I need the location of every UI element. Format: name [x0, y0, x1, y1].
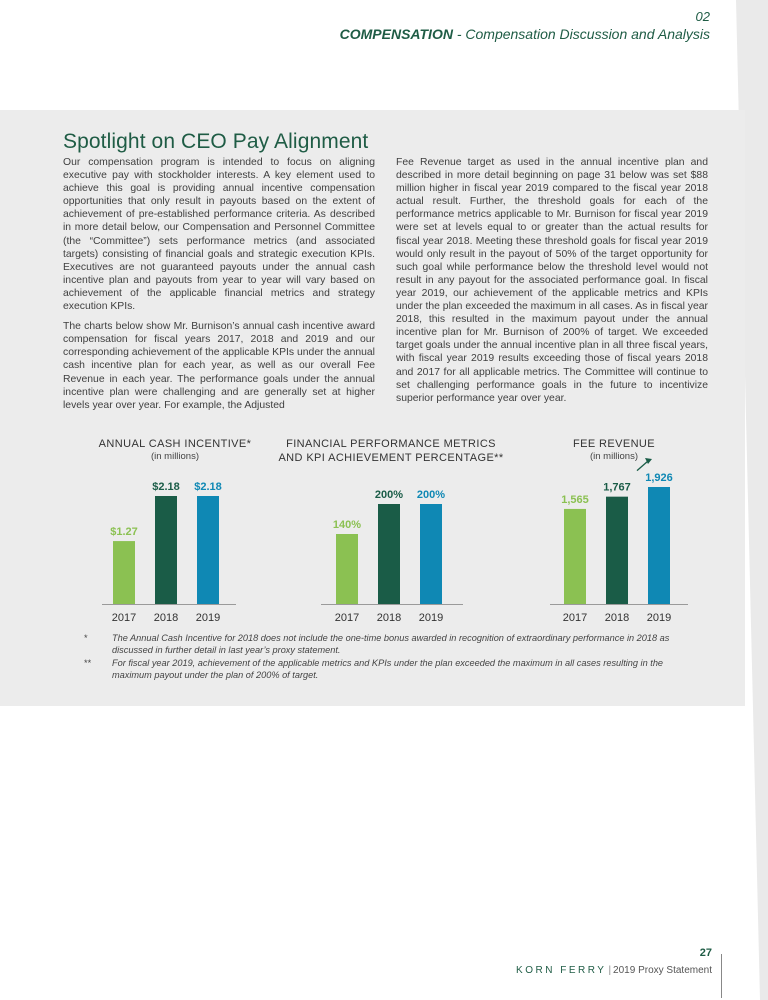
section-title-rest: - Compensation Discussion and Analysis	[452, 26, 710, 42]
data-label-2019: $2.18	[194, 481, 222, 493]
bar-2018	[378, 504, 400, 604]
bar-2019	[420, 504, 442, 604]
x-tick-2018: 2018	[604, 612, 630, 624]
footnote	[84, 632, 684, 656]
brand-wordmark: KORN FERRY	[516, 965, 607, 976]
chart-subtitle: (in millions)	[150, 451, 200, 462]
data-label-2019: 200%	[416, 489, 446, 501]
section-header	[340, 8, 710, 44]
bar-2017	[564, 509, 586, 604]
footer-rule	[721, 954, 722, 998]
bar-2017	[113, 541, 135, 604]
chart-title-line2: AND KPI ACHIEVEMENT PERCENTAGE**	[278, 452, 504, 464]
annual-cash-incentive-chart	[84, 437, 266, 624]
footnote-marker: *	[84, 633, 88, 643]
data-label-2018: 200%	[374, 489, 404, 501]
x-tick-2019: 2019	[418, 612, 444, 624]
data-label-2018: 1,767	[603, 481, 631, 494]
x-tick-2017: 2017	[562, 612, 588, 624]
data-label-2019: 1,926	[645, 472, 673, 484]
bar-chart-svg	[528, 437, 700, 627]
section-title-bold: COMPENSATION	[339, 26, 453, 42]
body-column-right	[396, 156, 708, 412]
paragraph: Our compensation program is intended to focus on aligning executive pay with stockholder interests. A key element used to achieve this goal is providing annual incentive compensation opportunities that only result in payouts based on the extent of achievement of pre-established performance criteria. As described in more detail below, our Compensation and Personnel Committee (the “Committee”) sets performance metrics (and associated targets) consisting of financial goals and strategic execution KPIs. Executives are not guaranteed payouts under the annual cash incentive plan and payouts from year to year will vary based on achievement of the applicable financial metrics and strategy execution KPIs.	[63, 157, 375, 313]
page-title: Spotlight on CEO Pay Alignment	[63, 130, 369, 153]
chart-subtitle: (in millions)	[589, 451, 639, 462]
trend-arrow-line	[637, 461, 648, 471]
bar-2019	[197, 496, 219, 604]
paragraph: The charts below show Mr. Burnison’s annual cash incentive award compensation for fiscal years 2017, 2018 and 2019 and our corresponding achievement of the applicable KPIs under the annual cash incentive plan for each year, as well as our overall Fee Revenue in each year. The performance goals under the annual incentive plan were challenging and are generally set at higher levels year over year. For example, the Adjusted	[63, 321, 375, 411]
footnote-marker: **	[84, 658, 92, 668]
chart-title: FINANCIAL PERFORMANCE METRICS	[286, 438, 496, 450]
paragraph: Fee Revenue target as used in the annual incentive plan and described in more detail beginning on page 31 below was set $88 million higher in fiscal year 2019 compared to the fiscal year 2018 actual result. Further, the threshold goals for each of the performance metrics applicable to Mr. Burnison for fiscal year 2019 were set at levels equal to or greater than the actual results for fiscal year 2018. Meeting these threshold goals for fiscal year 2019 would only result in the payout of 50% of the target opportunity for such goal while performance below the threshold level would not result in any payout for the associated performance goal. In fiscal year 2019, our achievement of the applicable metrics and KPIs under the plan exceeded the maximum in all cases. As in fiscal year 2018, this resulted in the maximum payout under the annual incentive plan for Mr. Burnison of 200% of target. We exceeded target goals under the annual incentive plan in all three fiscal years, with fiscal year 2019 results exceeding those of fiscal years 2018 and 2017 for all applicable metrics. The Committee will continue to set challenging performance goals in the future to incentivize superior performance year over year.	[396, 157, 708, 404]
document-name: 2019 Proxy Statement	[613, 965, 712, 976]
chart-title: ANNUAL CASH INCENTIVE*	[98, 438, 252, 450]
x-tick-2018: 2018	[376, 612, 402, 624]
chart-title: FEE REVENUE	[572, 438, 656, 450]
bar-2019	[648, 487, 670, 604]
x-tick-2019: 2019	[195, 612, 221, 624]
data-label-2017: 1,565	[561, 493, 589, 506]
data-label-2017: $1.27	[110, 526, 138, 539]
data-label-2018: $2.18	[152, 481, 180, 493]
bar-2018	[606, 497, 628, 604]
x-tick-2017: 2017	[334, 612, 360, 624]
section-number: 02	[695, 9, 710, 24]
page-footer	[516, 946, 712, 978]
x-tick-2017: 2017	[111, 612, 137, 624]
footnotes	[84, 632, 684, 682]
kpi-achievement-chart	[278, 437, 504, 624]
x-tick-2018: 2018	[153, 612, 179, 624]
footnote-text: For fiscal year 2019, achievement of the applicable metrics and KPIs under the plan exceeded the maximum in all cases resulting in the maximum payout under the plan of 200% of target.	[112, 658, 664, 680]
page-number: 27	[699, 947, 712, 959]
x-tick-2019: 2019	[646, 612, 672, 624]
body-column-left	[63, 156, 375, 419]
data-label-2017: 140%	[332, 519, 362, 531]
footnote	[84, 657, 684, 681]
bar-chart-svg	[84, 437, 266, 627]
bar-2018	[155, 496, 177, 604]
bar-chart-svg	[278, 437, 504, 627]
bar-2017	[336, 534, 358, 604]
fee-revenue-chart	[528, 437, 700, 624]
footnote-text: The Annual Cash Incentive for 2018 does not include the one-time bonus awarded in recognition of extraordinary performance in 2018 as discussed in further detail in last year’s proxy statement.	[112, 633, 670, 655]
footer-separator: |	[608, 965, 612, 976]
section-title	[340, 26, 710, 42]
